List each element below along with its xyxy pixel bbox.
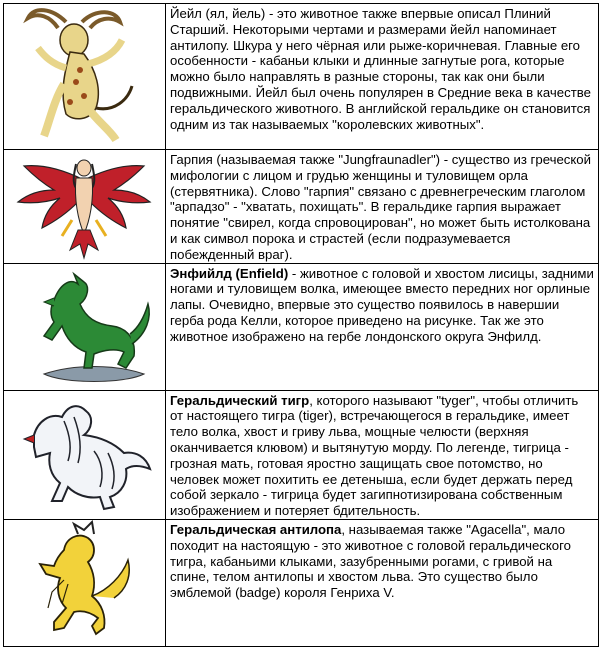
tyger-name: Геральдический тигр [170,392,310,408]
table-row [4,263,599,390]
antelope-name: Геральдическая антилопа [170,521,342,537]
yale-picture-cell [4,4,166,150]
table-row [4,519,599,646]
antelope-text: , называемая также "Agacella", мало походит на настоящую - это животное с головой геральдического тигра, кабаньими клыками, зазубренными рогами, с гривой на спине, телом антилопы и хвостом льва. Это существо было эмблемой (badge) короля Генриха V. [170,521,571,601]
antelope-picture-cell [4,519,166,646]
tyger-text: , которого называют "tyger", чтобы отличить от настоящего тигра (tiger), встречающегося в геральдике, имеет тело волка, хвост и гриву льва, мощные челюсти (верхняя оканчивается клювом) и вытянутую морду. По легенде, тигрица - грозная мать, готовая яростно защищать свое потомство, но человек может похитить ее детеныша, если будет держать перед собой зеркало - тигрица будет загипнотизирована собственным изображением и потеряет бдительность. [170,392,579,519]
enfield-text: - животное с головой и хвостом лисицы, задними ногами и туловищем волка, имеющее вместо передних ног орлиные лапы. Очевидно, впервые это существо появилось в навершии герба рода Келли, которое приведено на рисунке. Так же это животное изображено на гербе лондонского округа Энфилд. [170,265,594,344]
tyger-description [166,390,599,519]
antelope-illustration [4,520,165,644]
enfield-picture-cell [4,263,166,390]
harpy-illustration [4,150,165,260]
table-row [4,390,599,519]
harpy-picture-cell [4,150,166,264]
bestiary-table [3,3,599,647]
enfield-name: Энфийлд (Enfield) [170,265,289,281]
enfield-description [166,263,599,390]
yale-description [166,4,599,150]
yale-illustration [4,4,165,147]
enfield-illustration [4,264,165,388]
antelope-description [166,519,599,646]
harpy-description [166,150,599,264]
tyger-illustration [4,391,165,517]
harpy-text: Гарпия (называемая также "Jungfraunadler") - существо из греческой мифологии с лицом и грудью женщины и туловищем орла (стервятника). Слово "гарпия" связано с древнегреческим глаголом "арпадзо" - "хватать, похищать". В геральдике гарпия выражает понятие "свирел, когда спровоцирован", но может быть истолкована и как символ порока и страстей (если подразумевается побежденный враг). [170,152,592,262]
yale-text: Йейл (ял, йель) - это животное также впервые описал Плиний Старший. Некоторыми чертами и размерами йейл напоминает антилопу. Шкура у него чёрная или рыже-коричневая. Главные его особенности - кабаньи клыки и длинные загнутые рога, которые можно было направлять в разные стороны, так как они были подвижными. Йейл был очень популярен в Средние века в качестве геральдического животного. В английской геральдике он становится одним из так называемых "королевских животных". [170,6,591,132]
table-row [4,4,599,150]
table-row [4,150,599,264]
tyger-picture-cell [4,390,166,519]
